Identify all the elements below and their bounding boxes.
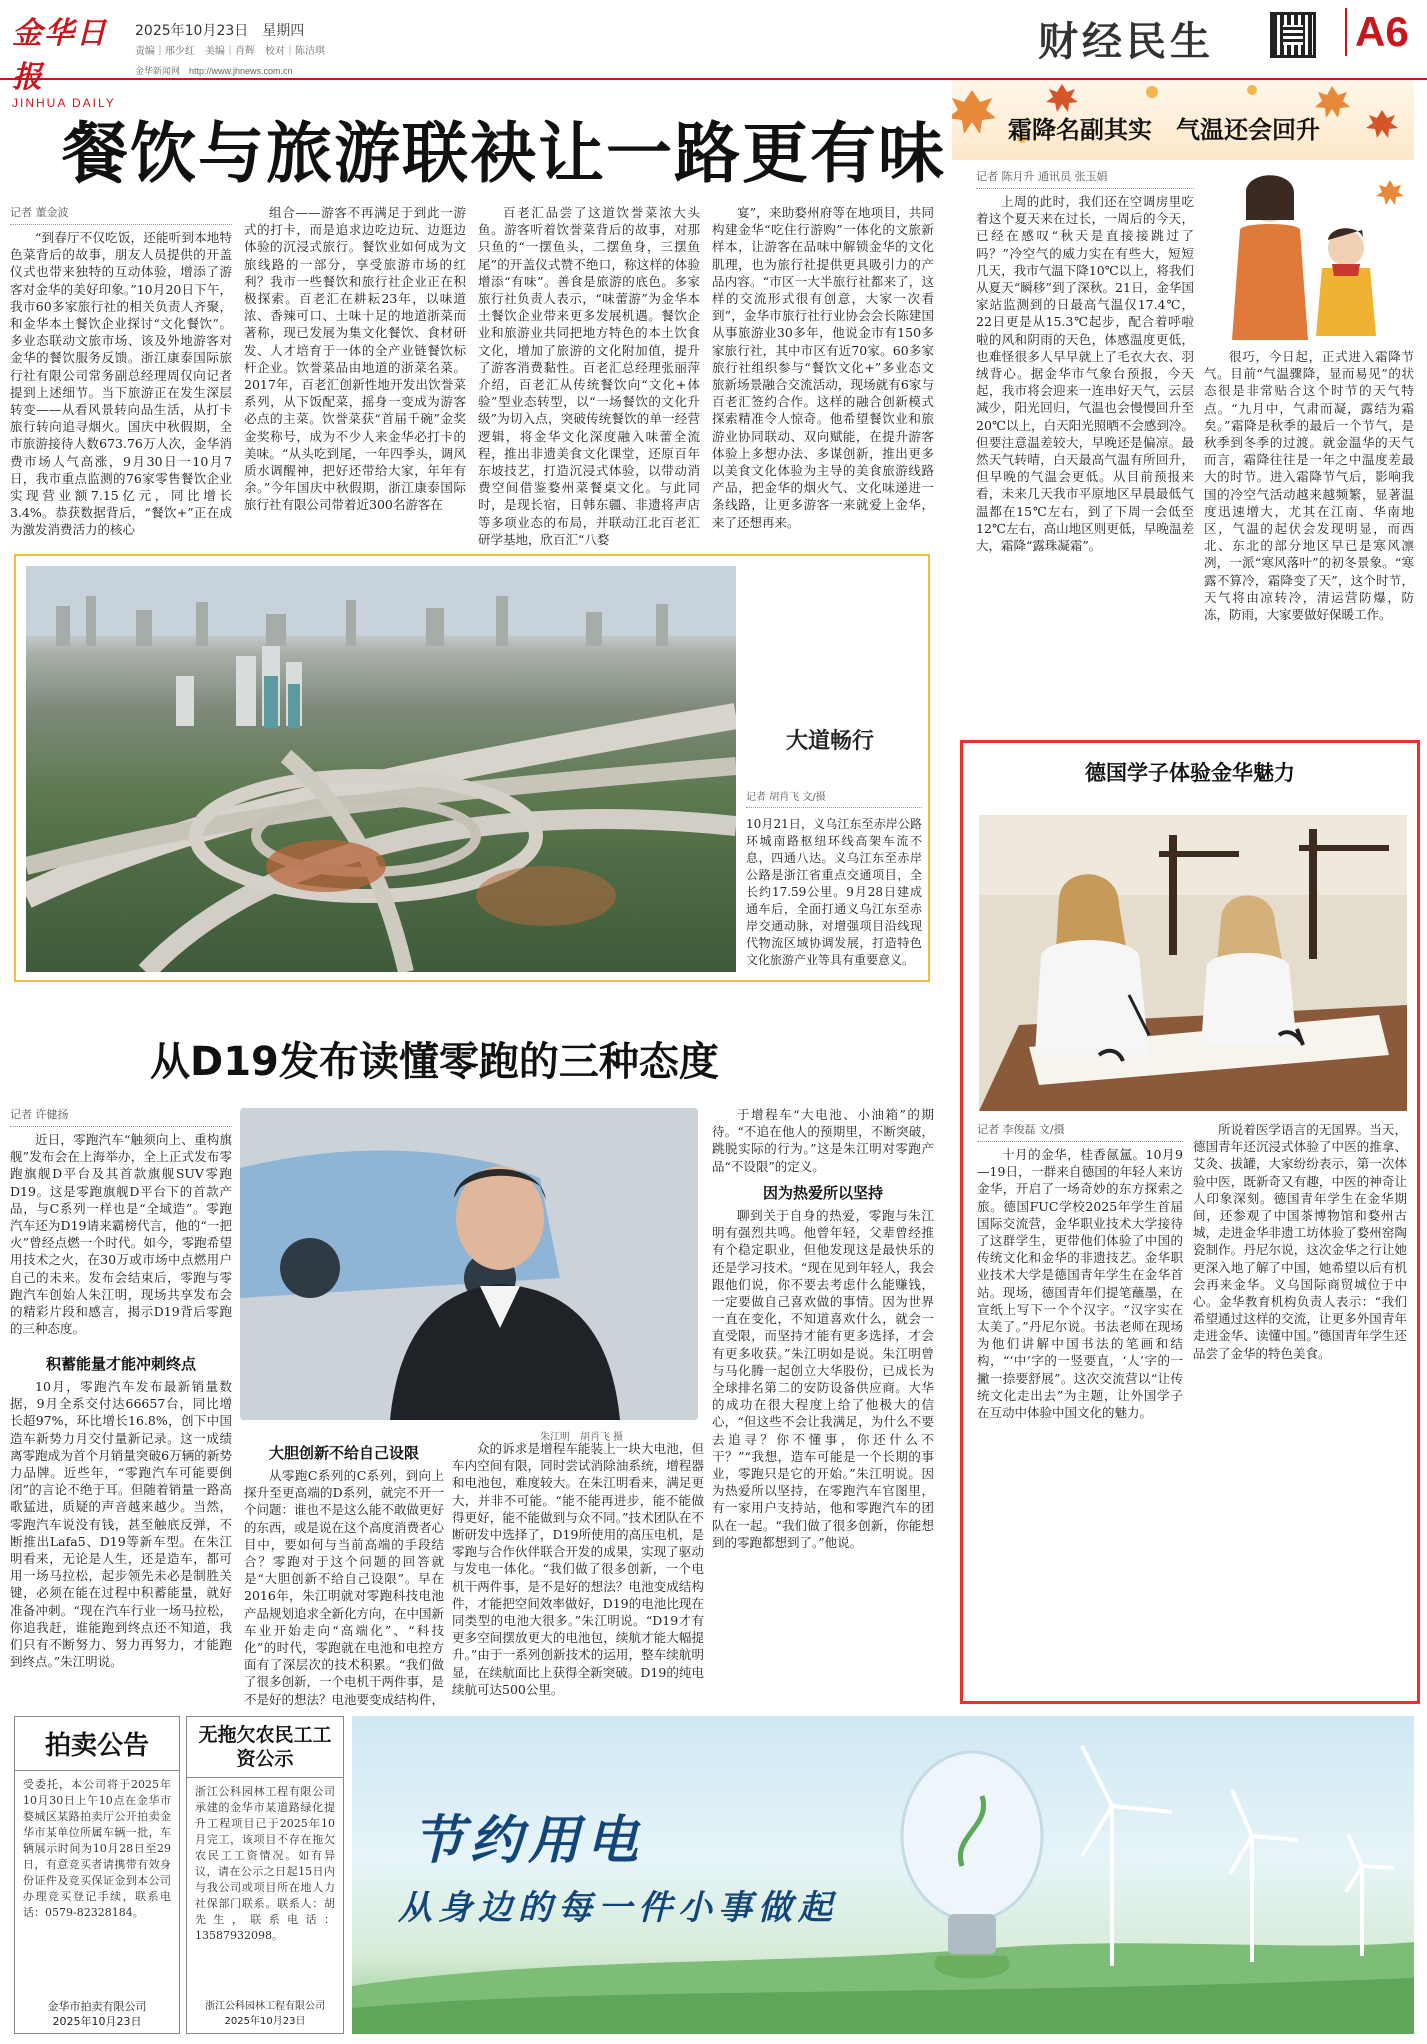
newspaper-logo xyxy=(12,8,132,110)
website-line: 金华新闻网 http://www.jhnews.com.cn xyxy=(135,66,293,76)
byline-autumn: 记者 陈月升 通讯员 张玉娟 xyxy=(976,168,1194,189)
autumn-text-2: 很巧，今日起，正式进入霜降节气。目前“气温骤降，显而易见”的状态很是非常贴合这个时节的天气特点。“九月中，气肃而凝，露结为霜矣。”霜降是秋季的最后一个节气，是秋季到冬季的过渡。就金温华的天气而言，霜降往往是一年之中温度差最大的时节。进入霜降节气后，影响我国的冷空气活动越来越频繁，显著温度迅速增大，尤其在江南、华南地区，气温的起伏会发现明显，而西北、东北的部分地区早已是寒风凛冽，一派“寒风落叶”的初冬景象。“寒露不算冷，霜降变了天”，这个时节，天气将由凉转冷，清运营防爆，防冻，防雨，大家要做好保暖工作。 xyxy=(1204,349,1414,623)
byline-tourism: 记者 董金波 xyxy=(10,204,232,225)
tourism-column-1 xyxy=(10,204,232,548)
photo-road-title: 大道畅行 xyxy=(786,729,875,754)
wind-turbines-illustration xyxy=(352,1716,1414,2034)
qr-code-icon xyxy=(1270,12,1316,58)
photo-road-caption: 10月21日，义乌江东至赤岸公路环城南路枢纽环线高架车流不息，四通八达。义乌江东至赤岸公路是浙江省重点交通项目，全长约17.59公里。9月28日建成通车后，全面打通义乌江东至赤岸交通动脉，对增强项目沿线现代物流区域协调发展，打造特色文化旅游产业等具有重要意义。 xyxy=(746,817,922,967)
tourism-column-4 xyxy=(712,204,934,548)
logo-chinese: 金华日报 xyxy=(12,16,108,95)
tourism-text-3: 百老汇品尝了这道饮誉菜浓大头鱼。游客听着饮誉菜背后的故事，对那只鱼的“一摆鱼头，二摆鱼身，三摆鱼尾”的开盖仪式赞不绝口，称这样的体验增添“有味”。善食是旅游的底色。多家旅行社负责人表示，“味蕾游”为金华本土餐饮企业带来更多发展机遇。餐饮企业和旅游业共同把地方特色的本土饮食文化，增加了旅游的文化附加值，提升了游客消费黏性。百老汇总经理张丽萍介绍，百老汇从传统餐饮向“文化+体验”型业态转型，以“一场餐饮的文化升级”为切入点，突破传统餐饮的单一经营逻辑，将金华文化深度融入味蕾全流程，推出非遗美食文化课堂，还原百年东坡技艺，打造沉浸式体验，以带动消费空间借鉴婺州菜餐桌文化。与此同时，是现长宿，日韩东疆、非遗将声店等多项业态的布局，并联动江北百老汇研学基地，欣百汇“八婺 xyxy=(478,205,700,547)
page-number: A6 xyxy=(1345,8,1409,56)
d19-subhead-1: 积蓄能量才能冲刺终点 xyxy=(45,1355,196,1373)
energy-title: 节约用电 xyxy=(412,1811,645,1871)
wage-date: 2025年10月23日 xyxy=(224,2016,306,2027)
autumn-column-2 xyxy=(1204,348,1414,732)
d19-text-4a: 于增程车“大电池、小油箱”的期待。“不追在他人的预期里，不断突破，跳脱实际的行为。”这是朱江明对零跑产品“不设限”的定义。 xyxy=(712,1107,934,1174)
auction-notice xyxy=(14,1716,180,2034)
d19-text-2: 从零跑C系列的C系列，到向上探升至更高端的D系列，就完不开一个问题：谁也不是这么能不敢做更好的东西，或是说在这个高度消费者心目中，要如何与当前高端的手段结合？零跑对于这个问题的回答就是“大胆创新不给自己设限”。早在2016年，朱江明就对零跑科技电池产品规划追求全新化方向，在中国新车业开始走向“高端化”、“科技化”的时代，零跑就在电池和电控方面有了深层次的技术积累。“我们做了很多创新，一个电机干两件事，是不是好的想法？电池要变成结构件， xyxy=(244,1468,444,1706)
d19-text-1a: 近日，零跑汽车“触须向上、重构旗舰”发布会在上海举办，全上正式发布零跑旗舰D平台及其首款旗舰SUV零跑D19。这是零跑旗舰D平台下的首款产品，与C系列一样也是“全域造”。零跑汽车还为D19请来霸榜代言，他的“一把火”曾经点燃一个时代。如今，零跑希望用技术之火，在30万或市场中点燃用户自己的未来。发布会结束后，零跑与零跑汽车创始人朱江明，现场共享发布会的精彩片段和感言，揭示D19背后零跑的三种态度。 xyxy=(10,1132,232,1337)
auction-date: 2025年10月23日 xyxy=(52,2015,142,2028)
autumn-column-1 xyxy=(976,168,1194,732)
d19-column-4 xyxy=(712,1106,934,1706)
tourism-column-3 xyxy=(478,204,700,548)
headline-d19: 从D19发布读懂零跑的三种态度 xyxy=(150,1039,719,1085)
energy-subtitle: 从身边的每一件小事做起 xyxy=(398,1888,838,1928)
byline-german: 记者 李俊磊 文/摄 xyxy=(977,1121,1183,1142)
d19-column-1 xyxy=(10,1106,232,1706)
wage-body: 浙江公科园林工程有限公司承建的金华市某道路绿化提升工程项目已于2025年10月完工，该项目不存在拖欠农民工工资情况。如有异议，请在公示之日起15日内与我公司或项目所在地人力社保部门联系。联系人：胡先生，联系电话：13587932098。 xyxy=(195,1785,335,1942)
headline-tourism: 餐饮与旅游联袂让一路更有味 xyxy=(62,115,946,192)
portrait-caption: 朱江明 胡肖飞 摄 xyxy=(540,1432,624,1443)
autumn-text-1: 上周的此时，我们还在空调房里吃着这个夏天来在过长，一周后的今天，已经在感叹“秋天是直接接跳过了吗？”冷空气的威力实在有些大，短短几天，我市气温下降10℃以上，将我们从夏天“瞬移”到了深秋。21日，金华国家站监测到的日最高气温仅17.4℃，22日更是从15.3℃起步，配合着呼啦啦的风和阴雨的天色，体感温度更低，也难怪很多人早早就上了毛衣大衣、羽绒背心。据金华市气象台预报，今天起，我市将会迎来一连串好天气，云层减少，阳光回归，气温也会慢慢回升至20℃以上，白天阳光照晒不会感到冷。但要注意温差较大，早晚还是偏凉。最然天气转晴，白天最高气温有所回升，但早晚的气温会更低。从目前预报来看，未来几天我市平原地区早晨最低气温都在15℃左右，到了下周一会低至12℃左右，高山地区则更低，早晚温差大，霜降“露珠凝霜”。 xyxy=(976,194,1194,554)
mother-child-illustration xyxy=(1200,160,1414,340)
masthead xyxy=(0,0,1427,110)
calligraphy-photo xyxy=(979,815,1407,1111)
d19-text-3: 众的诉求是增程车能装上一块大电池，但车内空间有限，同时尝试消除油系统，增程器和电池包，难度较大。在朱江明看来，满足更大，并非不可能。“能不能再进步，能不能做得更好，能不能做到与众不同。”技术团队在不断研发中选择了，D19所使用的高压电机，是零跑与合作伙伴联合开发的成果，实现了驱动与发电一体化。“我们做了很多创新，一个电机干两件事，是不是好的想法？电池变成结构件，才能把空间效率做好，D19的电池比现在同类型的电池大很多。”朱江明说。“D19才有更多空间摆放更大的电池包，续航才能大幅提升。”由于一系列创新技术的运用，整车续航明显，在续航面比上获得全新突破。D19的纯电续航可达500公里。 xyxy=(452,1441,704,1697)
auction-company: 金华市拍卖有限公司 xyxy=(47,2000,147,2013)
wage-title: 无拖欠农民工工资公示 xyxy=(187,1717,343,1778)
headline-autumn: 霜降名副其实 气温还会回升 xyxy=(1008,116,1320,144)
photo-road-byline: 记者 胡肖飞 文/摄 xyxy=(746,788,922,808)
german-text-2: 所说着医学语言的无国界。当天，德国青年还沉浸式体验了中医的推拿、艾灸、拔罐，大家纷纷表示，第一次体验中医，既新奇又有趣，中医的神奇让人印象深刻。德国青年学生在金华期间，还参观了中国茶博物馆和婺州古城，走进金华非遗工坊体验了婺州窑陶瓷制作。丹尼尔说，这次金华之行让她更深入地了解了中国，她希望以后有机会再来金华。义乌国际商贸城位于中心。金华教育机构负责人表示：“我们希望通过这样的交流，让更多外国青年走进金华、读懂中国。”德国青年学生还品尝了金华的特色美食。 xyxy=(1193,1122,1407,1361)
calligraphy-illustration xyxy=(979,815,1407,1111)
tourism-text-4: 宴”，来助婺州府等在地项目，共同构建金华“吃住行游购”一体化的文旅新样本，让游客在品味中解锁金华的文化肌理，也为旅行社提供更具吸引力的产品内容。“市区一大半旅行社都来了，这样的交流形式很有创意，大家一次看到”，金华市旅行社行业协会会长陈建国从事旅游业30多年，他说金市有150多家旅行社，其中市区有近70家。60多家旅行社组织参与“餐饮文化+”多业态文旅新场景融合交流活动，现场就有6家与百老汇签约合作。这样的融合创新模式探索精准令人惊奇。他希望餐饮业和旅游业协同联动、双向赋能，在提升游客体验上多想办法、多谋创新，推出更多以美食文化体验为主导的美食旅游线路产品，把金华的烟火气、文化味递进一条线路，让更多游客一来就爱上金华，来了还想再来。 xyxy=(712,205,934,530)
german-column-2 xyxy=(1193,1121,1407,1695)
auction-body: 受委托，本公司将于2025年10月30日上午10点在金华市婺城区某路拍卖厅公开拍卖金华市某单位所属车辆一批，车辆展示时间为10月28日至29日，有意竞买者请携带有效身份证件及竞买保证金到本公司办理竞买登记手续，联系电话：0579-82328184。 xyxy=(23,1778,171,1919)
issue-date: 2025年10月23日 星期四 xyxy=(135,23,305,39)
d19-text-1b: 10月，零跑汽车发布最新销量数据，9月全系交付达66657台，同比增长超97%，环比增长16.8%，创下中国造车新势力月交付量新记录。这一成绩离零跑成为首个月销量突破6万辆的新势力品牌。近些年，“零跑汽车可能要倒闭”的言论不绝于耳。但随着销量一路高歌猛进，质疑的声音越来越少。当然，零跑汽车说没有钱，甚至触底反弹，不断推出Lafa5、D19等新车型。在朱江明看来，无论是人生，还是造车，都可用一场马拉松，起步领先未必是制胜关键，必须在能在过程中积蓄能量，就好准备冲刺。“现在汽车行业一场马拉松，你追我赶，谁能跑到终点还不知道，我们只有不断努力、努力再努力，才能跑到终点。”朱江明说。 xyxy=(10,1379,232,1670)
wage-notice xyxy=(186,1716,344,2034)
wage-company: 浙江公科园林工程有限公司 xyxy=(205,2001,325,2012)
byline-d19: 记者 许健扬 xyxy=(10,1106,232,1127)
d19-column-3 xyxy=(452,1440,704,1706)
german-column-1 xyxy=(977,1121,1183,1695)
autumn-illustration xyxy=(1200,160,1414,340)
road-aerial-illustration xyxy=(26,566,736,972)
tourism-column-2 xyxy=(244,204,466,548)
logo-english: JINHUA DAILY xyxy=(12,96,116,110)
energy-saving-ad xyxy=(352,1716,1414,2034)
headline-german: 德国学子体验金华魅力 xyxy=(1085,761,1295,785)
german-text-1: 十月的金华，桂香氤氲。10月9—19日，一群来自德国的年轻人来访金华，开启了一场奇妙的东方探索之旅。德国FUC学校2025年学生首届国际交流营，金华职业技术大学接待了这群学生，更带他们体验了中国的传统文化和金华的非遗技艺。金华职业技术大学是德国青年学生在金华首站。现场，德国青年们提笔蘸墨，在宣纸上写下一个个汉字。“汉字实在太美了。”丹尼尔说。书法老师在现场为他们讲解中国书法的笔画和结构，“‘中’字的一竖要直，‘人’字的一撇一捺要舒展”。这次交流营以“让传统文化走出去”为主题，让外国学子在互动中体验中国文化的魅力。 xyxy=(977,1147,1183,1421)
d19-column-2 xyxy=(244,1436,444,1706)
photo-road-block xyxy=(14,554,930,982)
portrait-illustration xyxy=(240,1108,698,1420)
tourism-text-1: “到春厅不仅吃饭，还能听到本地特色菜背后的故事，朋友人员提供的开盖仪式也带来独特的互动体验，增添了游客对金华的美好印象。”10月20日下午，我市60多家旅行社的相关负责人齐聚，和金华本土餐饮企业探讨“文化餐饮”。多业态联动文旅市场、该及外地游客对金华的餐饮服务反馈。浙江康泰国际旅行社有限公司常务副总经理周仅向记者提到上述细节。当下旅游正在发生深层转变——从看风景转向品生活，从打卡旅行转向追寻烟火。国庆中秋假期，全市旅游接待人数673.76万人次，金华消费市场人气高涨，9月30日一10月7日，我市重点监测的76家零售餐饮企业实现营业额7.15亿元，同比增长3.4%。恭获数据背后，“餐饮+”正在成为激发消费活力的核心 xyxy=(10,230,232,538)
d19-subhead-3: 因为热爱所以坚持 xyxy=(762,1184,883,1202)
german-students-box xyxy=(960,740,1420,1704)
wage-footer xyxy=(187,1999,343,2029)
tourism-text-2: 组合——游客不再满足于到此一游式的打卡，而是追求边吃边玩、边逛边体验的沉浸式旅行。餐饮业如何成为文旅线路的一部分，享受旅游市场的红利？我市一些餐饮和旅行社企业正在积极探索。百老汇在耕耘23年，以味道浓、香辣可口、土味十足的地道浙菜而著称，现已发展为集文化餐饮、食材研发、人才培育于一体的全产业链餐饮标杆企业。饮誉菜品由地道的浙菜名菜。2017年，百老汇创新性地开发出饮誉菜系列，从下饭配菜，摇身一变成为游客必点的主菜。饮誉菜获“首届千碗”金奖金奖称号，成为不少人来金华必打卡的美味。“从头吃到尾，一年四季头，调风质水调醒神，把好还带给大家，年年有余。”今年国庆中秋假期，浙江康泰国际旅行社有限公司带着近300名游客在 xyxy=(244,205,466,513)
road-aerial-photo xyxy=(26,566,736,972)
portrait-photo xyxy=(240,1108,698,1420)
d19-text-4b: 聊到关于自身的热爱，零跑与朱江明有强烈共鸣。他曾年轻，父辈曾经推有个稳定职业，但他发现这是最快乐的还是学习技术。“现在见到年轻人，我会跟他们说，你不要去考虑什么能赚钱，一定要做自己喜欢做的事情。因为世界一直在变化，不知道喜欢什么，就会一直受限，而坚持才能有更多选择，才会有更多收获。”朱江明如是说。朱江明曾与马化腾一起创立大华股份，已成长为全球排名第二的安防设备供应商。大华的成功在很大程度上给了他极大的信心，“但这些不会让我满足，为什么不要去追寻？你不懂事，你还什么不干？”“我想，造车可能是一个长期的事业，零跑只是它的开始。”朱江明说。因为热爱所以坚持，在零跑汽车官图里，有一家用户支持站，他和零跑汽车的团队在一起。“我们做了很多创新，你能想到的零跑都想到了。”他说。 xyxy=(712,1208,934,1550)
auction-footer xyxy=(15,1999,179,2029)
d19-subhead-2: 大胆创新不给自己设限 xyxy=(268,1444,419,1462)
editors-credit: 责编｜邢少红 美编｜肖辉 校对｜陈洁琪 xyxy=(135,46,325,57)
auction-title: 拍卖公告 xyxy=(15,1717,179,1771)
section-title: 财经民生 xyxy=(1038,19,1214,65)
